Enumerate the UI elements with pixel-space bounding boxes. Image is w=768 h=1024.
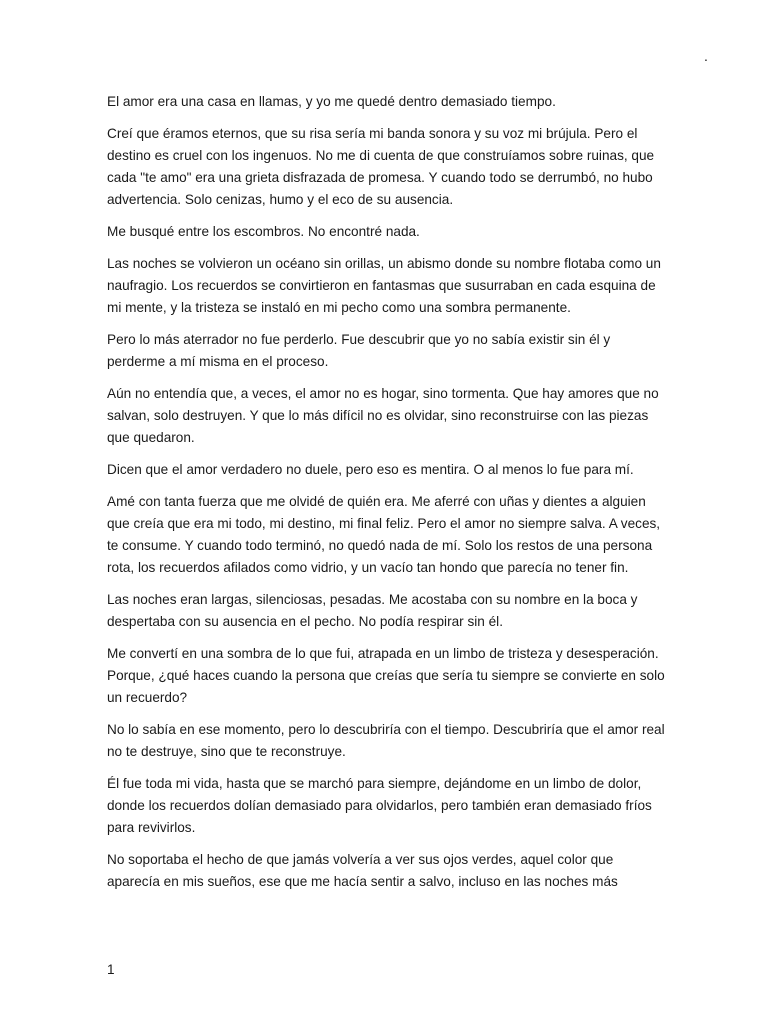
- paragraph: No soportaba el hecho de que jamás volvería a ver sus ojos verdes, aquel color que aparecía en mis sueños, ese que me hacía sentir a salvo, incluso en las noches más: [107, 852, 618, 889]
- paragraph: Las noches eran largas, silenciosas, pesadas. Me acostaba con su nombre en la boca y despertaba con su ausencia en el pecho. No podía respirar sin él.: [107, 592, 638, 629]
- paragraph: Las noches se volvieron un océano sin orillas, un abismo donde su nombre flotaba como un naufragio. Los recuerdos se convirtieron en fantasmas que susurraban en cada esquina de mi mente, y la tristeza se instaló en mi pecho como una sombra permanente.: [107, 256, 661, 315]
- paragraph: Él fue toda mi vida, hasta que se marchó para siempre, dejándome en un limbo de dolor, donde los recuerdos dolían demasiado para olvidarlos, pero también eran demasiado fríos para revivirlos.: [107, 776, 652, 835]
- paragraph: Amé con tanta fuerza que me olvidé de quién era. Me aferré con uñas y dientes a alguien que creía que era mi todo, mi destino, mi final feliz. Pero el amor no siempre salva. A veces, te consume. Y cuando todo terminó, no quedó nada de mí. Solo los restos de una persona rota, los recuerdos afilados como vidrio, y un vacío tan hondo que parecía no tener fin.: [107, 494, 661, 575]
- page-number: 1: [107, 962, 115, 977]
- paragraph: Me convertí en una sombra de lo que fui, atrapada en un limbo de tristeza y desesperación. Porque, ¿qué haces cuando la persona que creías que sería tu siempre se convierte en solo un recuerdo?: [107, 646, 665, 705]
- body-text: [107, 91, 667, 903]
- paragraph: Pero lo más aterrador no fue perderlo. Fue descubrir que yo no sabía existir sin él y perderme a mí misma en el proceso.: [107, 332, 611, 369]
- paragraph: Dicen que el amor verdadero no duele, pero eso es mentira. O al menos lo fue para mí.: [107, 462, 634, 477]
- paragraph: No lo sabía en ese momento, pero lo descubriría con el tiempo. Descubriría que el amor real no te destruye, sino que te reconstruye.: [107, 722, 665, 759]
- corner-dot: .: [704, 48, 708, 64]
- paragraph: El amor era una casa en llamas, y yo me quedé dentro demasiado tiempo.: [107, 94, 556, 109]
- paragraph: Creí que éramos eternos, que su risa sería mi banda sonora y su voz mi brújula. Pero el destino es cruel con los ingenuos. No me di cuenta de que construíamos sobre ruinas, que cada "te amo" era una grieta disfrazada de promesa. Y cuando todo se derrumbó, no hubo advertencia. Solo cenizas, humo y el eco de su ausencia.: [107, 126, 655, 207]
- paragraph: Aún no entendía que, a veces, el amor no es hogar, sino tormenta. Que hay amores que no salvan, solo destruyen. Y que lo más difícil no es olvidar, sino reconstruirse con las piezas que quedaron.: [107, 386, 659, 445]
- paragraph: Me busqué entre los escombros. No encontré nada.: [107, 224, 420, 239]
